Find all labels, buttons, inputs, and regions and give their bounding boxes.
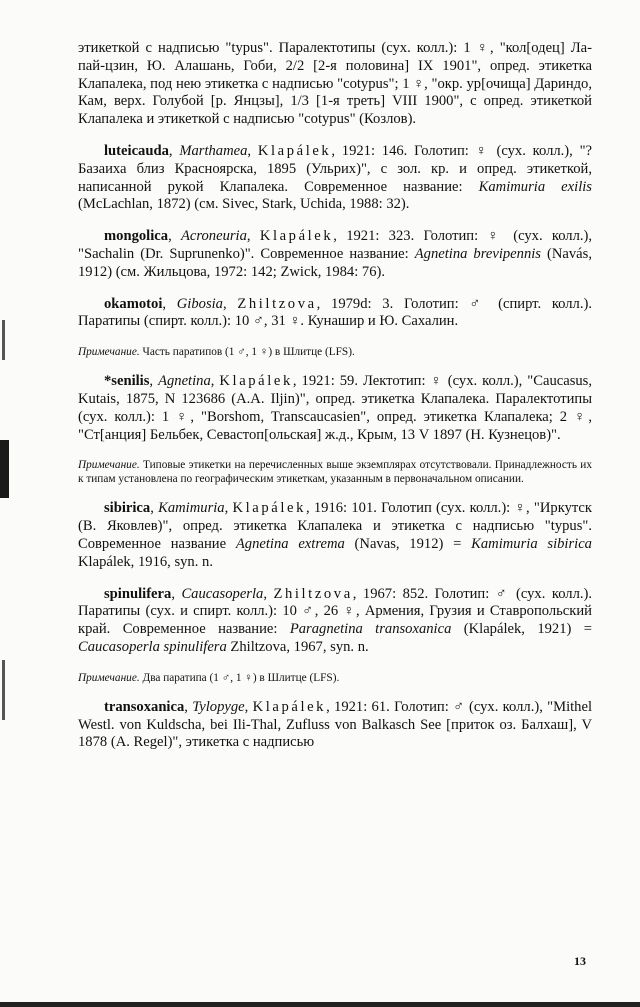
note-spinulifera: Примечание. Два паратипа (1 ♂, 1 ♀) в Шлитце (LFS). <box>78 671 340 684</box>
synonym-name: Caucasoperla spinulifera <box>78 638 227 655</box>
modern-name: Agnetina brevipennis <box>414 245 541 262</box>
species-name: spinulifera <box>104 585 172 602</box>
entry-luteicauda: luteicauda, Marthamea, Klapálek, 1921: 146. Голотип: ♀ (сух. колл.), "?Базаиха близ Красноярска, 1895 (Ульрих)", с зол. кр. и опред. этикеткой, написанной рукой Клапалека. Современное название: Kamimuria exilis (McLachlan, 1872) (см. Sivec, Stark, Uchida, 1988: 32). <box>78 142 593 213</box>
author-name: Klapálek <box>259 228 334 245</box>
author-name: Zhiltzova <box>237 295 317 312</box>
species-name: luteicauda <box>104 142 169 159</box>
entry-senilis: *senilis, Agnetina, Klapálek, 1921: 59. Лектотип: ♀ (сух. колл.), "Caucasus, Kutais, 1875, N 123686 (A.A. Iljin)", опред. этикетка Клапалека. Паралектотипы (сух. колл.): 1 ♀, "Borshom, Transcaucasien", опред. этикетка Клапалека; 2 ♀, "Ст[анция] Бельбек, Севастоп[ольская] ж.д., Крым, 13 V 1897 (Н. Кузнецов)". <box>78 373 593 443</box>
note-label: Примечание. <box>78 459 140 472</box>
species-name: mongolica <box>104 228 169 245</box>
genus-name: Acroneuria <box>180 228 247 245</box>
scan-edge-mark <box>0 440 9 498</box>
synonym-name: Kamimuria sibirica <box>471 535 592 552</box>
text-column <box>78 40 592 766</box>
species-name: sibirica <box>104 500 151 517</box>
author-name: Klapálek <box>232 500 306 517</box>
genus-name: Tylopyge <box>192 698 245 715</box>
author-name: Klapálek <box>252 698 327 715</box>
modern-name: Agnetina extrema <box>235 535 345 552</box>
page-number: 13 <box>574 954 586 968</box>
modern-name: Paragnetina transoxanica <box>289 621 452 638</box>
genus-name: Agnetina <box>158 373 211 390</box>
entry-continuation: этикеткой с надписью "typus". Паралектотипы (сух. колл.): 1 ♀, "кол[одец] Ла-пай-цзин, Ю. Алашань, Гоби, 2/2 [2-я половина] IX 1901", опред. этикетка Клапалека, под нею этикетка с надписью "cotypus"; 1 ♀, "окр. ур[очища] Дариндо, Кам, верх. Голубой [р. Янцзы], 1/3 [1-я треть] VIII 1900", с опред. этикеткой Клапалека и этикеткой с надписью "cotypus" (Козлов). <box>78 40 592 128</box>
entry-spinulifera: spinulifera, Caucasoperla, Zhiltzova, 1967: 852. Голотип: ♂ (сух. колл.). Паратипы (сух. и спирт. колл.): 10 ♂, 26 ♀, Армения, Грузия и Ставропольский край. Современное название: Paragnetina transoxanica (Klapálek, 1921) = Caucasoperla spinulifera Zhiltzova, 1967, syn. n. <box>78 585 593 655</box>
genus-name: Gibosia <box>176 295 223 312</box>
scan-edge-mark <box>2 320 5 360</box>
author-name: Zhiltzova <box>273 585 353 602</box>
entry-okamotoi: okamotoi, Gibosia, Zhiltzova, 1979d: 3. Голотип: ♂ (спирт. колл.). Паратипы (спирт. колл.): 10 ♂, 31 ♀. Кунашир и Ю. Сахалин. <box>78 295 593 330</box>
genus-name: Marthamea <box>179 142 248 159</box>
species-name: *senilis <box>104 373 150 390</box>
entry-mongolica: mongolica, Acroneuria, Klapálek, 1921: 323. Голотип: ♀ (сух. колл.), "Sachalin (Dr. Suprunenko)". Современное название: Agnetina brevipennis (Navás, 1912) (см. Жильцова, 1972: 142; Zwick, 1984: 76). <box>78 228 593 280</box>
author-name: Klapálek <box>219 373 293 390</box>
entry-transoxanica: transoxanica, Tylopyge, Klapálek, 1921: 61. Голотип: ♂ (сух. колл.), "Mithel Westl. von Kuldscha, bei Ili-Thal, Zufluss von Balkasch See [приток оз. Балхаш], V 1878 (A. Regel)", этикетка с надписью <box>78 698 593 751</box>
note-label: Примечание. <box>78 671 140 684</box>
scan-edge-bottom <box>0 1002 640 1007</box>
note-label: Примечание. <box>78 346 140 359</box>
genus-name: Kamimuria <box>158 500 225 517</box>
note-okamotoi: Примечание. Часть паратипов (1 ♂, 1 ♀) в Шлитце (LFS). <box>78 346 355 359</box>
genus-name: Caucasoperla <box>181 585 264 602</box>
author-name: Klapálek <box>257 142 332 159</box>
note-senilis: Примечание. Типовые этикетки на перечисленных выше экземплярах отсутствовали. Принадлежность их к типам установлена по географическим этикеткам, указанным в первоначальном описании. <box>78 459 592 486</box>
species-name: okamotoi <box>104 295 163 312</box>
entry-sibirica: sibirica, Kamimuria, Klapálek, 1916: 101. Голотип (сух. колл.): ♀, "Иркутск (В. Яковлев)", опред. этикетка Клапалека и этикетка с надписью "typus". Современное название Agnetina extrema (Navas, 1912) = Kamimuria sibirica Klapálek, 1916, syn. n. <box>78 500 592 570</box>
modern-name: Kamimuria exilis <box>478 178 592 195</box>
scan-edge-mark <box>2 660 5 720</box>
species-name: transoxanica <box>104 698 185 715</box>
